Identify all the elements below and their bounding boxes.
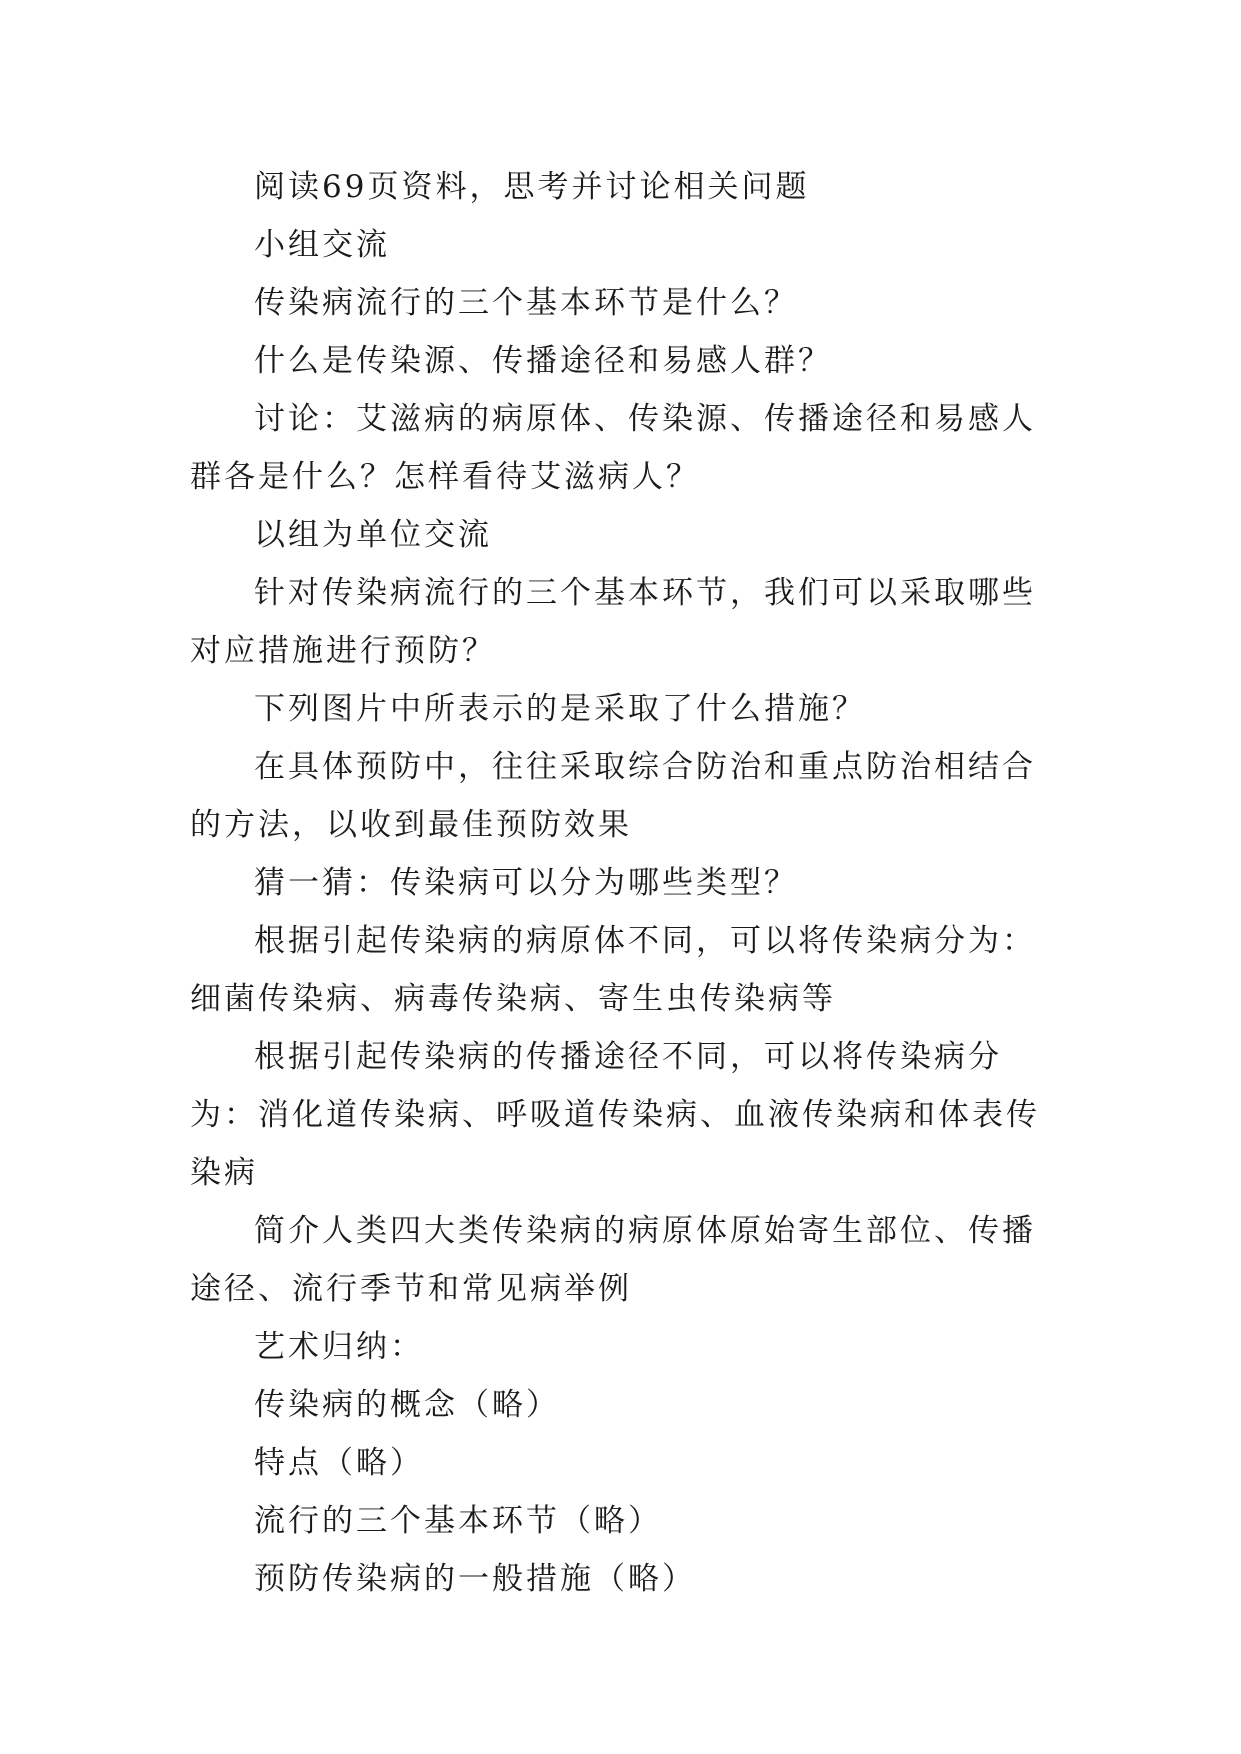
- paragraph: 艺术归纳：: [254, 1329, 424, 1365]
- paragraph: 阅读69页资料，思考并讨论相关问题: [254, 169, 810, 205]
- paragraph: 讨论：艾滋病的病原体、传染源、传播途径和易感人群各是什么？怎样看待艾滋病人？: [190, 401, 1036, 495]
- paragraph: 针对传染病流行的三个基本环节，我们可以采取哪些对应措施进行预防？: [190, 575, 1036, 669]
- paragraph: 流行的三个基本环节（略）: [254, 1503, 662, 1539]
- paragraph: 预防传染病的一般措施（略）: [254, 1561, 696, 1597]
- paragraph: 根据引起传染病的病原体不同，可以将传染病分为：细菌传染病、病毒传染病、寄生虫传染病等: [190, 923, 1036, 1017]
- paragraph: 猜一猜：传染病可以分为哪些类型？: [254, 865, 798, 901]
- paragraph: 下列图片中所表示的是采取了什么措施？: [254, 691, 866, 727]
- paragraph: 传染病的概念（略）: [254, 1387, 560, 1423]
- paragraph: 小组交流: [254, 227, 390, 263]
- paragraph: 简介人类四大类传染病的病原体原始寄生部位、传播途径、流行季节和常见病举例: [190, 1213, 1036, 1307]
- paragraph: 根据引起传染病的传播途径不同，可以将传染病分为：消化道传染病、呼吸道传染病、血液传染病和体表传染病: [190, 1039, 1040, 1191]
- paragraph: 什么是传染源、传播途径和易感人群？: [254, 343, 832, 379]
- paragraph: 特点（略）: [254, 1445, 424, 1481]
- paragraph: 传染病流行的三个基本环节是什么？: [254, 285, 798, 321]
- paragraph: 在具体预防中，往往采取综合防治和重点防治相结合的方法，以收到最佳预防效果: [190, 749, 1036, 843]
- document-body: [190, 158, 1060, 1608]
- paragraph: 以组为单位交流: [254, 517, 492, 553]
